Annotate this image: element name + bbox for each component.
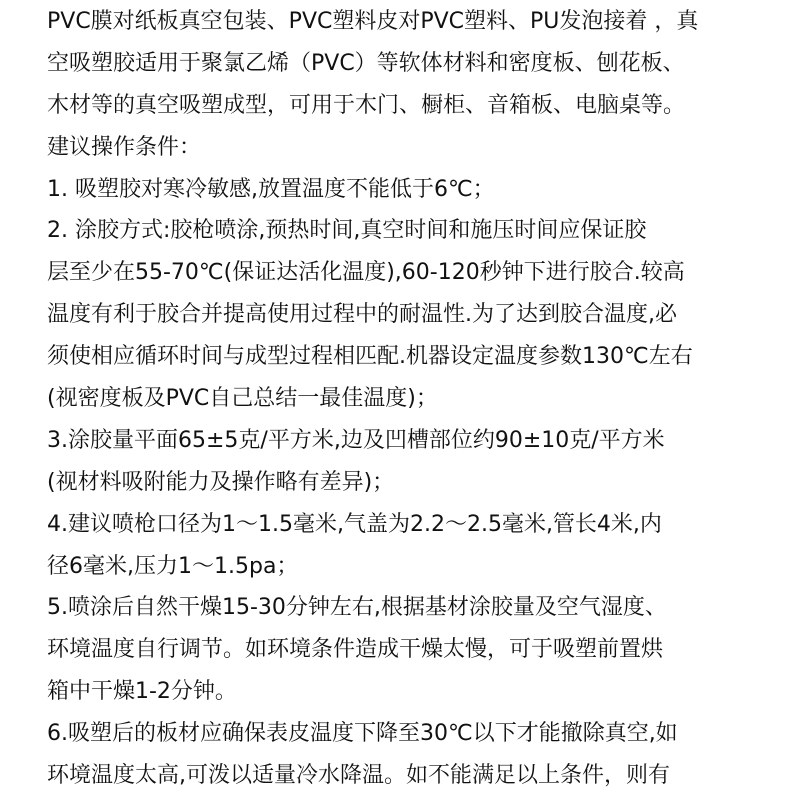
item-4-line-2: 径6毫米,压力1～1.5pa；: [47, 553, 299, 579]
item-3-line-2: (视材料吸附能力及操作略有差异)；: [47, 469, 395, 495]
item-6-line-1: 6.吸塑后的板材应确保表皮温度下降至30℃以下才能撤除真空,如: [47, 721, 678, 747]
intro-line-3: 木材等的真空吸塑成型，可用于木门、橱柜、音箱板、电脑桌等。: [47, 92, 686, 118]
item-1: 1. 吸塑胶对寒冷敏感,放置温度不能低于6℃；: [47, 176, 495, 202]
item-5-line-2: 环境温度自行调节。如环境条件造成干燥太慢，可于吸塑前置烘: [47, 637, 664, 663]
item-4-line-1: 4.建议喷枪口径为1～1.5毫米,气盖为2.2～2.5毫米,管长4米,内: [47, 511, 662, 537]
item-3-line-1: 3.涂胶量平面65±5克/平方米,边及凹槽部位约90±10克/平方米: [47, 427, 665, 453]
item-2-line-1: 2. 涂胶方式:胶枪喷涂,预热时间,真空时间和施压时间应保证胶: [47, 218, 647, 244]
intro-line-1: PVC膜对纸板真空包装、PVC塑料皮对PVC塑料、PU发泡接着 ，真: [47, 9, 699, 34]
section-heading: 建议操作条件：: [47, 134, 202, 160]
item-5-line-3: 箱中干燥1-2分钟。: [47, 679, 237, 705]
intro-line-2: 空吸塑胶适用于聚氯乙烯（PVC）等软体材料和密度板、刨花板、: [47, 50, 685, 76]
item-2-line-4: 须使相应循环时间与成型过程相匹配.机器设定温度参数130℃左右: [47, 344, 693, 370]
item-5-line-1: 5.喷涂后自然干燥15-30分钟左右,根据基材涂胶量及空气湿度、: [47, 595, 667, 621]
document-body: [47, 1, 787, 797]
item-2-line-3: 温度有利于胶合并提高使用过程中的耐温性.为了达到胶合温度,必: [47, 302, 677, 328]
item-6-line-2: 环境温度太高,可泼以适量冷水降温。如不能满足以上条件，则有: [47, 763, 670, 789]
item-2-line-5: (视密度板及PVC自己总结一最佳温度)；: [47, 386, 438, 412]
item-2-line-2: 层至少在55-70℃(保证达活化温度),60-120秒钟下进行胶合.较高: [47, 260, 685, 286]
